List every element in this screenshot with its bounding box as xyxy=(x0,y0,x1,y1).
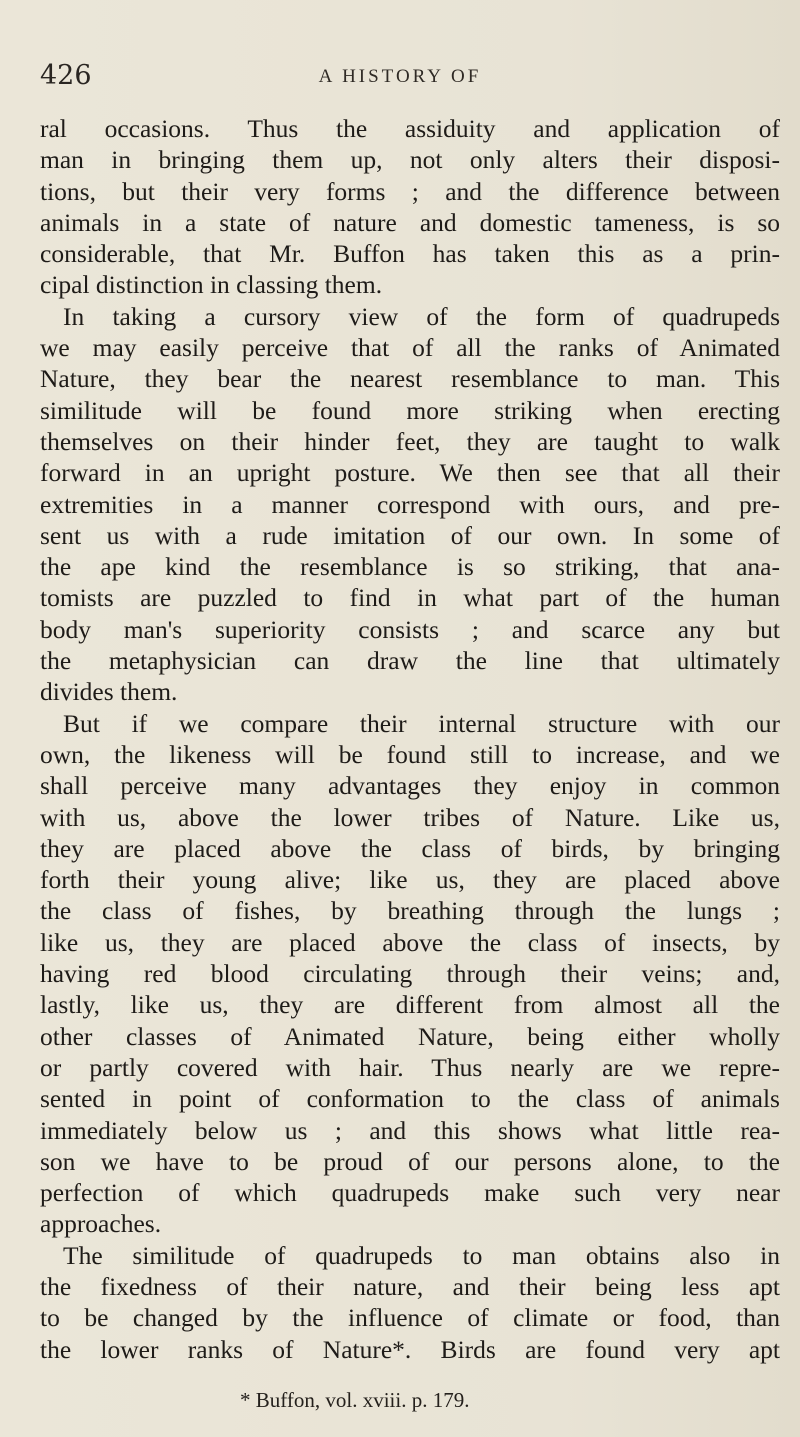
text-line: tions, but their very forms ; and the difference between xyxy=(40,176,780,206)
text-line: The similitude of quadrupeds to man obtains also in xyxy=(63,1240,780,1270)
text-line: with us, above the lower tribes of Nature. Like us, xyxy=(40,802,780,832)
text-line: forward in an upright posture. We then see that all their xyxy=(40,458,780,488)
text-line: to be changed by the influence of climate or food, than xyxy=(40,1303,780,1333)
text-line: sent us with a rude imitation of our own. In some of xyxy=(40,520,780,550)
running-head: A HISTORY OF xyxy=(318,66,482,87)
text-line: tomists are puzzled to find in what part of the human xyxy=(40,583,780,613)
text-line: the metaphysician can draw the line that ultimately xyxy=(40,646,780,676)
text-line: the lower ranks of Nature*. Birds are found very apt xyxy=(40,1334,780,1364)
text-line: divides them. xyxy=(40,677,178,707)
body-text xyxy=(40,113,780,1365)
text-line: son we have to be proud of our persons alone, to the xyxy=(40,1146,780,1176)
text-line: like us, they are placed above the class of insects, by xyxy=(40,927,780,957)
text-line: they are placed above the class of birds, by bringing xyxy=(40,833,780,863)
text-line: lastly, like us, they are different from almost all the xyxy=(40,990,780,1020)
text-line: man in bringing them up, not only alters their disposi- xyxy=(40,145,780,175)
text-line: In taking a cursory view of the form of quadrupeds xyxy=(63,301,780,331)
text-line: shall perceive many advantages they enjoy in common xyxy=(40,771,780,801)
text-line: themselves on their hinder feet, they are taught to walk xyxy=(40,426,780,456)
text-line: extremities in a manner correspond with ours, and pre- xyxy=(40,489,780,519)
text-line: body man's superiority consists ; and scarce any but xyxy=(40,614,780,644)
text-line: considerable, that Mr. Buffon has taken this as a prin- xyxy=(40,239,780,269)
text-line: Nature, they bear the nearest resemblance to man. This xyxy=(40,364,780,394)
text-line: the fixedness of their nature, and their being less apt xyxy=(40,1271,780,1301)
text-line: having red blood circulating through their veins; and, xyxy=(40,959,780,989)
text-line: sented in point of conformation to the class of animals xyxy=(40,1084,780,1114)
text-line: ral occasions. Thus the assiduity and application of xyxy=(40,114,780,143)
text-line: other classes of Animated Nature, being either wholly xyxy=(40,1021,780,1051)
text-line: animals in a state of nature and domestic tameness, is so xyxy=(40,207,780,237)
text-line: the ape kind the resemblance is so striking, that ana- xyxy=(40,552,780,582)
text-line: we may easily perceive that of all the ranks of Animated xyxy=(40,333,780,363)
text-line: cipal distinction in classing them. xyxy=(40,270,383,300)
text-line: But if we compare their internal structure with our xyxy=(63,708,780,738)
text-line: similitude will be found more striking when erecting xyxy=(40,395,780,425)
text-line: or partly covered with hair. Thus nearly are we repre- xyxy=(40,1052,780,1082)
text-line: perfection of which quadrupeds make such very near xyxy=(40,1178,780,1208)
footnote: * Buffon, vol. xviii. p. 179. xyxy=(240,1388,470,1412)
text-line: immediately below us ; and this shows what little rea- xyxy=(40,1115,780,1145)
text-line: approaches. xyxy=(40,1209,162,1239)
page-number: 426 xyxy=(40,60,92,91)
text-line: own, the likeness will be found still to increase, and we xyxy=(40,739,780,769)
text-line: forth their young alive; like us, they are placed above xyxy=(40,865,780,895)
text-line: the class of fishes, by breathing through the lungs ; xyxy=(40,896,780,926)
